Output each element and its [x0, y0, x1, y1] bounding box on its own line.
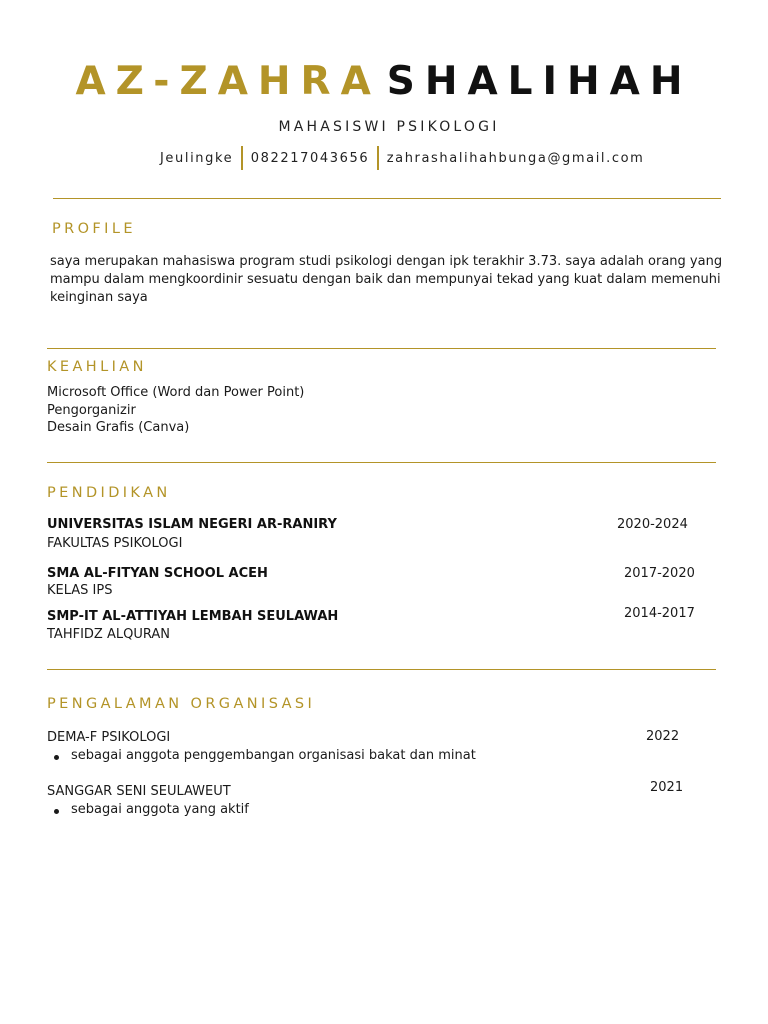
skill-item: Microsoft Office (Word dan Power Point) [47, 385, 305, 400]
school-detail: TAHFIDZ ALQURAN [47, 627, 170, 642]
organization-year: 2021 [650, 780, 684, 795]
profile-line: mampu dalam mengkoordinir sesuatu dengan baik dan mempunyai tekad yang kuat dalam memenuhi [50, 272, 721, 287]
resume-name [0, 58, 768, 106]
contact-location: Jeulingke [160, 150, 234, 166]
contact-email: zahrashalihahbunga@gmail.com [386, 150, 645, 166]
organization-name: DEMA-F PSIKOLOGI [47, 730, 171, 745]
divider [53, 198, 721, 199]
organization-role: sebagai anggota penggembangan organisasi bakat dan minat [71, 748, 476, 763]
school-name: SMP-IT AL-ATTIYAH LEMBAH SEULAWAH [47, 609, 339, 624]
organization-heading: PENGALAMAN ORGANISASI [47, 696, 316, 712]
skills-heading: KEAHLIAN [47, 359, 147, 375]
contact-divider [241, 146, 243, 170]
organization-role: sebagai anggota yang aktif [71, 802, 249, 817]
contact-divider [377, 146, 379, 170]
divider [47, 669, 716, 670]
school-years: 2017-2020 [624, 566, 695, 581]
last-name: SHALIHAH [386, 59, 693, 104]
school-name: UNIVERSITAS ISLAM NEGERI AR-RANIRY [47, 517, 337, 532]
first-name: AZ-ZAHRA [75, 59, 381, 104]
contact-phone: 082217043656 [250, 150, 370, 166]
organization-year: 2022 [646, 729, 680, 744]
divider [47, 348, 716, 349]
contact-bar [160, 146, 644, 170]
divider [47, 462, 716, 463]
education-heading: PENDIDIKAN [47, 485, 171, 501]
skill-item: Desain Grafis (Canva) [47, 420, 190, 435]
profile-heading: PROFILE [52, 221, 136, 237]
skill-item: Pengorganizir [47, 403, 136, 418]
school-name: SMA AL-FITYAN SCHOOL ACEH [47, 566, 268, 581]
school-detail: KELAS IPS [47, 583, 113, 598]
school-years: 2020-2024 [617, 517, 688, 532]
job-title: MAHASISWI PSIKOLOGI [278, 119, 500, 135]
profile-line: saya merupakan mahasiswa program studi psikologi dengan ipk terakhir 3.73. saya adalah orang yang [50, 254, 723, 269]
school-detail: FAKULTAS PSIKOLOGI [47, 536, 183, 551]
school-years: 2014-2017 [624, 606, 695, 621]
organization-name: SANGGAR SENI SEULAWEUT [47, 784, 231, 799]
profile-line: keinginan saya [50, 290, 148, 305]
